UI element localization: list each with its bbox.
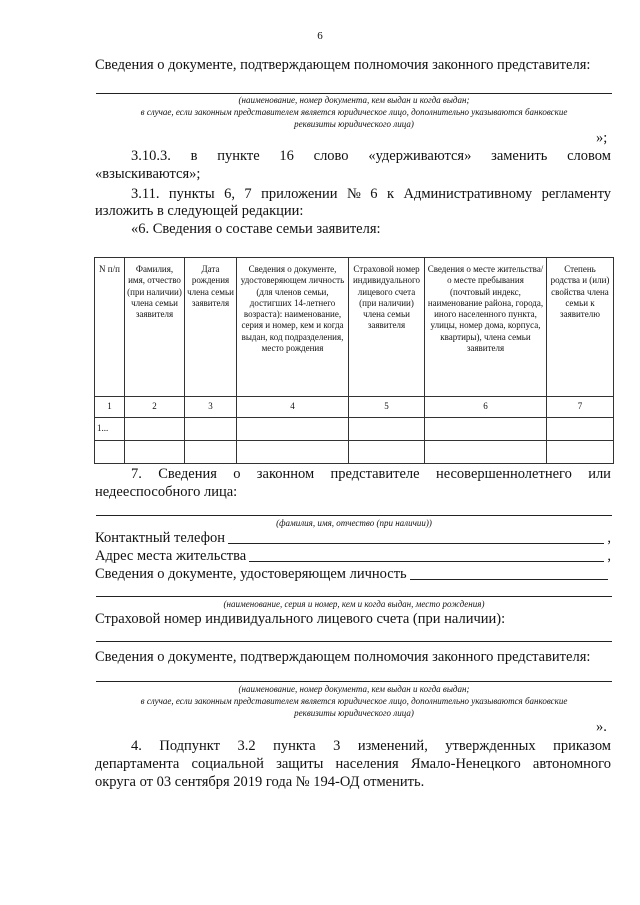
word: социальной — [191, 756, 264, 772]
word: 3.2 — [237, 738, 256, 754]
word: 7. — [131, 466, 142, 482]
caption-rep-doc-top-2: в случае, если законным представителем является юридическое лицо, дополнительно указываются банковские — [140, 107, 568, 117]
rep-doc-title: Сведения о документе, подтверждающем полномочия законного представителя: — [95, 649, 591, 665]
column-number: 4 — [237, 397, 349, 418]
phone-fill-line — [228, 531, 604, 544]
phone-label: Контактный телефон — [95, 530, 226, 546]
table-number-row — [95, 397, 614, 418]
word: 6 — [370, 186, 378, 202]
word: изменений, — [357, 738, 428, 754]
word: заменить — [491, 148, 548, 164]
word: 3 — [333, 738, 341, 754]
phone-row — [95, 530, 611, 547]
table-cell — [185, 441, 237, 464]
caption-rep-doc-1: (наименование, номер документа, кем выдан и когда выдан; — [238, 684, 470, 694]
word: Административному — [403, 186, 533, 202]
table-cell — [349, 418, 425, 441]
word: пункте — [217, 148, 260, 164]
word: № — [347, 186, 361, 202]
header-cell: N п/п — [95, 258, 125, 397]
word: Сведения — [158, 466, 217, 482]
column-number: 2 — [125, 397, 185, 418]
word: Подпункт — [159, 738, 220, 754]
word: в — [190, 148, 198, 164]
table-cell — [185, 418, 237, 441]
id-doc-fill-line-2 — [96, 596, 612, 597]
column-number: 7 — [547, 397, 614, 418]
table-row — [95, 441, 614, 464]
caption-fio: (фамилия, имя, отчество (при наличии)) — [276, 518, 432, 528]
caption-rep-doc-top-1: (наименование, номер документа, кем выдан и когда выдан; — [238, 95, 470, 105]
word: 6, — [224, 186, 235, 202]
fio-fill-line — [96, 515, 612, 516]
column-number: 3 — [185, 397, 237, 418]
word: законном — [256, 466, 315, 482]
caption-id-doc: (наименование, серия и номер, кем и когда выдан, место рождения) — [223, 599, 485, 609]
word: Ямало-Ненецкого — [410, 756, 521, 772]
word: несовершеннолетнего — [435, 466, 572, 482]
caption-rep-doc-2: в случае, если законным представителем является юридическое лицо, дополнительно указываются банковские — [140, 696, 568, 706]
header-cell: Сведения о месте жительства/о месте пребывания (почтовый индекс, наименование района, города, иного населенного пункта, улицы, номер дома, корпуса, квартиры), члена семьи заявителя — [425, 258, 547, 397]
table-cell — [349, 441, 425, 464]
closing-quote-2: ». — [596, 719, 607, 735]
table-header-row — [95, 258, 614, 397]
column-number: 6 — [425, 397, 547, 418]
header-cell: Страховой номер индивидуального лицевого счета (при наличии) члена семьи заявителя — [349, 258, 425, 397]
word: 4. — [131, 738, 142, 754]
column-number: 5 — [349, 397, 425, 418]
caption-rep-doc-3: реквизиты юридического лица) — [294, 708, 414, 718]
column-number: 1 — [95, 397, 125, 418]
id-doc-fill-line — [410, 567, 608, 580]
table-cell — [547, 418, 614, 441]
comma: , — [607, 548, 611, 564]
word: или — [588, 466, 611, 482]
id-doc-row — [95, 566, 611, 583]
item-3-10-3-line1 — [131, 148, 611, 165]
word: автономного — [532, 756, 611, 772]
word: словом — [567, 148, 611, 164]
word: защиты — [276, 756, 324, 772]
row-number: 1... — [95, 418, 125, 441]
table-cell — [95, 441, 125, 464]
word: населения — [335, 756, 399, 772]
word: о — [233, 466, 241, 482]
header-cell: Степень родства и (или) свойства члена семьи к заявителю — [547, 258, 614, 397]
caption-rep-doc-top-3: реквизиты юридического лица) — [294, 119, 414, 129]
item-3-11-line1 — [131, 186, 611, 203]
word: к — [387, 186, 395, 202]
item-3-11-line2: изложить в следующей редакции: — [95, 203, 304, 219]
word: пункты — [168, 186, 215, 202]
item-4-line2 — [95, 756, 611, 773]
table-cell — [547, 441, 614, 464]
family-table — [94, 257, 614, 464]
table-cell — [125, 418, 185, 441]
item-4-line3: округа от 03 сентября 2019 года № 194-ОД отменить. — [95, 774, 425, 790]
section-7-line2: недееспособного лица: — [95, 484, 238, 500]
table-cell — [237, 441, 349, 464]
word: 16 — [279, 148, 294, 164]
word: слово — [313, 148, 349, 164]
section-7-line1 — [131, 466, 611, 483]
table-cell — [237, 418, 349, 441]
table-cell — [425, 441, 547, 464]
table-cell — [425, 418, 547, 441]
item-4-line1 — [131, 738, 611, 755]
address-row — [95, 548, 611, 565]
header-cell: Сведения о документе, удостоверяющем личность (для членов семьи, достигших 14-летнего возраста): наименование, серия и номер, кем и когда выдан, код подразделения, место рождения — [237, 258, 349, 397]
comma: , — [607, 530, 611, 546]
rep-doc-fill-line — [96, 681, 612, 682]
word: регламенту — [541, 186, 611, 202]
word: пункта — [273, 738, 316, 754]
item-3-10-3-line2: «взыскиваются»; — [95, 166, 201, 182]
address-label: Адрес места жительства — [95, 548, 247, 564]
word: приложении — [261, 186, 338, 202]
section-6-title: «6. Сведения о составе семьи заявителя: — [131, 221, 381, 237]
word: «удерживаются» — [368, 148, 472, 164]
closing-quote-1: »; — [596, 130, 608, 146]
snils-fill-line — [96, 641, 612, 642]
word: департамента — [95, 756, 180, 772]
word: представителе — [330, 466, 420, 482]
word: 3.10.3. — [131, 148, 171, 164]
page-number: 6 — [317, 30, 323, 42]
header-cell: Дата рождения члена семьи заявителя — [185, 258, 237, 397]
word: приказом — [553, 738, 611, 754]
address-fill-line — [249, 549, 604, 562]
id-doc-label: Сведения о документе, удостоверяющем личность — [95, 566, 407, 582]
table-cell — [125, 441, 185, 464]
word: 3.11. — [131, 186, 160, 202]
word: 7 — [244, 186, 252, 202]
word: утвержденных — [445, 738, 536, 754]
snils-label: Страховой номер индивидуального лицевого счета (при наличии): — [95, 611, 506, 627]
rep-doc-title-top: Сведения о документе, подтверждающем полномочия законного представителя: — [95, 57, 591, 73]
table-row — [95, 418, 614, 441]
header-cell: Фамилия, имя, отчество (при наличии) члена семьи заявителя — [125, 258, 185, 397]
